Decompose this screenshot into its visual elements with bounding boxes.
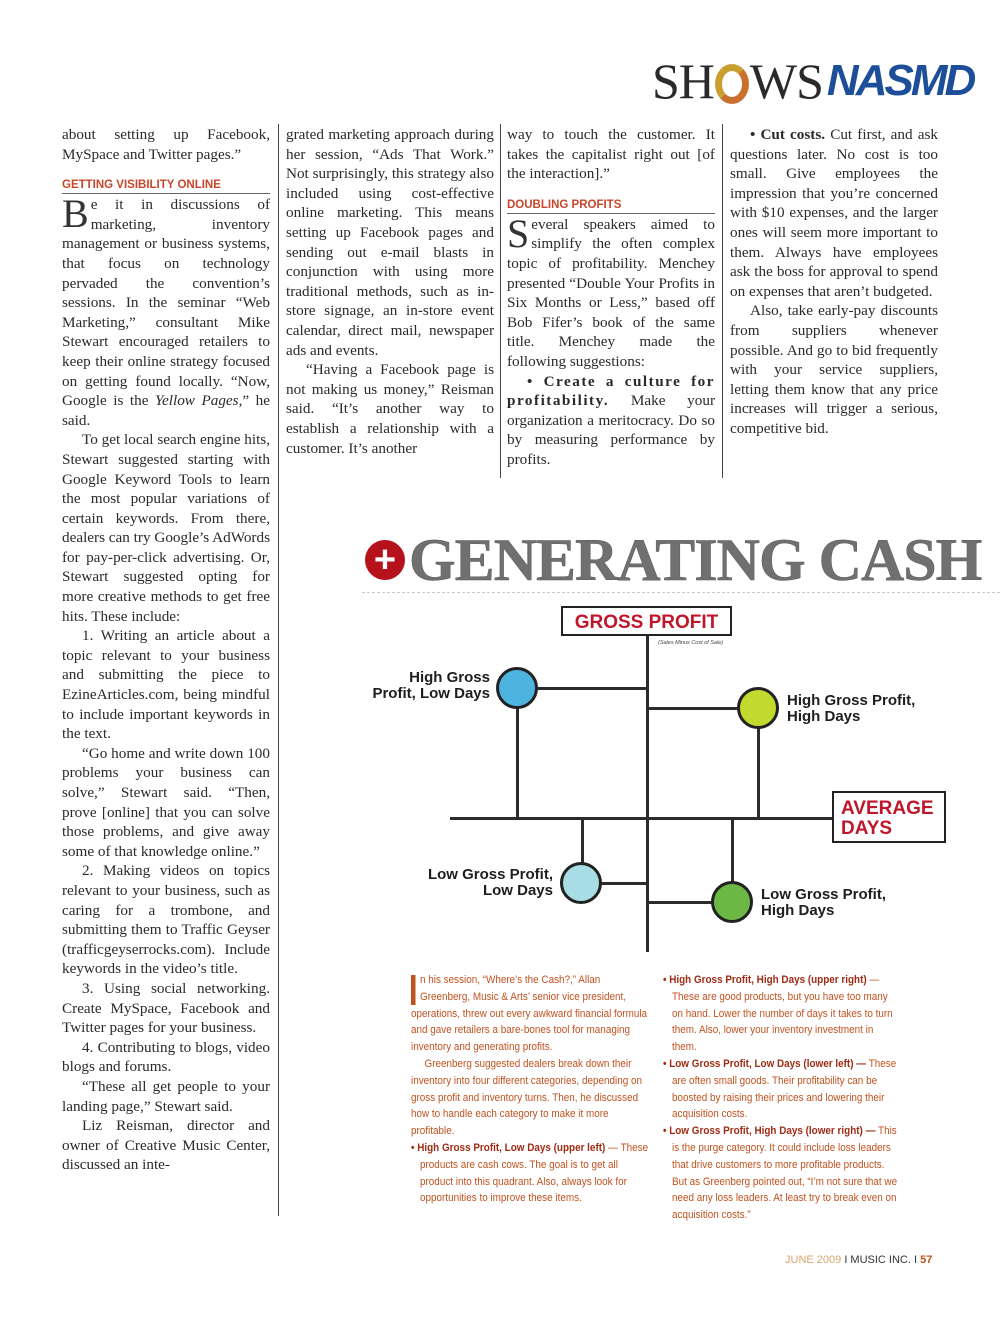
paragraph: 2. Making videos on topics relevant to your business, such as caring for a trombone, and submitting them to Traffic Geyser (trafficgeyserrocks.com). Include keywords in the video’s title. — [62, 862, 270, 978]
paragraph: 3. Using social networking. Create MySpace, Facebook and Twitter pages for your business. — [62, 979, 270, 1037]
column-divider — [500, 124, 501, 478]
paragraph: way to touch the customer. It takes the capitalist right out [of the interaction].” — [507, 126, 715, 183]
page-folio — [785, 1254, 932, 1266]
bullet-item: • High Gross Profit, Low Days (upper left) — These products are cash cows. The goal is to get all product into this quadrant. Also, always look for opportunities to improve these items. — [411, 1141, 649, 1205]
article-column-2 — [286, 125, 494, 458]
quadrant-label-upper-left: High Gross Profit, Low Days — [372, 669, 490, 702]
paragraph: “Go home and write down 100 problems your business can solve,” Stewart said. “Then, prove [online] that you can solve those problems, and give away some of that knowledge online.” — [62, 744, 270, 860]
drop-cap — [411, 975, 416, 1005]
logo-nasmd: NASMD — [826, 56, 974, 105]
paragraph: Greenberg suggested dealers break down their inventory into four different categories, depending on gross profit and inventory turns. Then, he discussed how to handle each category to make it more profitable. — [411, 1057, 642, 1138]
connector-line — [537, 687, 647, 690]
subhead-doubling-profits: DOUBLING PROFITS — [507, 198, 715, 214]
paragraph: “Having a Facebook page is not making us money,” Reisman said. “It’s another way to establish a relationship with a customer. It’s another — [286, 361, 494, 457]
sidebar-title — [365, 527, 982, 593]
shows-nasmd-logo — [652, 53, 974, 109]
quadrant-label-lower-left: Low Gross Profit, Low Days — [427, 866, 553, 899]
gross-profit-sublabel: (Sales Minus Cost of Sale) — [658, 640, 724, 646]
dashed-divider — [362, 592, 1000, 593]
subhead-getting-visibility: GETTING VISIBILITY ONLINE — [62, 178, 270, 194]
paragraph: Also, take early-pay discounts from suppliers whenever possible. And go to bid frequently with your service suppliers, letting them know that any price increases will trigger a serious, competitive bid. — [730, 302, 938, 437]
gross-profit-label: GROSS PROFIT — [561, 606, 732, 636]
quadrant-circle-lower-right — [711, 881, 753, 923]
connector-line — [648, 901, 712, 904]
paragraph: Several speakers aimed to simplify the often complex topic of profitability. Menchey presented “Double Your Profits in Six Months or Less,” based off Bob Fifer’s book of the same title. Menchey made the following suggestions: — [507, 210, 715, 370]
paragraph: To get local search engine hits, Stewart suggested starting with Google Keyword Tools to learn the most popular variations of certain keywords. From there, dealers can try Google’s AdWords for pay-per-click advertising. Or, Stewart suggested opting for more creative methods to get free hits. These include: — [62, 431, 270, 625]
connector-line — [600, 882, 648, 885]
bullet-paragraph: • Create a culture for profitability. Make your organization a meritocracy. Do so by measuring performance by profits. — [507, 372, 715, 468]
issue-date: JUNE 2009 — [785, 1254, 842, 1266]
logo-shows-right: WS — [749, 53, 823, 109]
average-days-label: AVERAGE DAYS — [832, 791, 946, 843]
quadrant-circle-upper-right — [737, 687, 779, 729]
quadrant-circle-lower-left — [560, 862, 602, 904]
page-number: 57 — [920, 1254, 933, 1266]
bullet-item: • High Gross Profit, High Days (upper right) — These are good products, but you have too many on hand. Lower the number of days it takes to turn them. Also, lower your inventory investment in them. — [663, 974, 893, 1054]
quadrant-circle-upper-left — [496, 667, 538, 709]
quadrant-label-lower-right: Low Gross Profit, High Days — [761, 886, 887, 919]
plus-icon: + — [365, 540, 405, 580]
connector-line — [648, 707, 738, 710]
paragraph: n his session, “Where’s the Cash?,” Allan Greenberg, Music & Arts’ senior vice president, operations, threw out every awkward financial formula and gave retailers a bare-bones tool for managing inventory and generating profits. — [411, 974, 648, 1054]
column-divider — [722, 124, 723, 478]
average-days-axis — [450, 817, 833, 820]
publication-name: I MUSIC INC. I — [841, 1254, 921, 1266]
quadrant-label-upper-right: High Gross Profit, High Days — [787, 692, 916, 725]
drop-cap: S — [507, 210, 530, 256]
paragraph: “These all get people to your landing page,” Stewart said. — [62, 1077, 270, 1115]
paragraph: about setting up Facebook, MySpace and Twitter pages.” — [62, 126, 270, 163]
gross-profit-axis — [646, 634, 649, 952]
column-divider — [278, 124, 279, 1216]
sidebar-text-column-1 — [411, 972, 650, 1207]
paragraph: 1. Writing an article about a topic relevant to your business and submitting the piece to EzineArticles.com, being mindful to include important keywords in the text. — [62, 627, 270, 743]
paragraph: Liz Reisman, director and owner of Creative Music Center, discussed an inte- — [62, 1117, 270, 1174]
bullet-item: • Low Gross Profit, High Days (lower right) — This is the purge category. It could include loss leaders that drive customers to more profitable products. But as Greenberg pointed out, “I’m not sure that we need any loss leaders. At least try to break even on acquisition costs.” — [663, 1125, 898, 1222]
connector-line — [731, 818, 734, 883]
bullet-paragraph: • Cut costs. Cut first, and ask questions later. No cost is too small. Give employees the impression that you’re concerned with $10 expenses, and the larger ones will seem more important to them. Always have employees ask the boss for approval to spend on expenses that aren’t budgeted. — [730, 126, 938, 300]
circular-arrow-icon — [715, 64, 749, 104]
connector-line — [516, 708, 519, 819]
sidebar-title-text: GENERATING CASH — [409, 527, 982, 593]
connector-line — [757, 728, 760, 819]
paragraph: Be it in discussions of marketing, inventory management or business systems, that focus on technology pervaded the convention’s sessions. In the seminar “Web Marketing,” consultant Mike Stewart encouraged retailers to keep their online strategy focused on getting found locally. “Now, Google is the Yellow Pages,” he said. — [62, 191, 270, 429]
drop-cap: B — [62, 191, 89, 237]
sidebar-text-column-2 — [663, 972, 899, 1224]
article-column-1 — [62, 125, 270, 1175]
bullet-item: • Low Gross Profit, Low Days (lower left) — These are often small goods. Their profitability can be boosted by raising their prices and lowering their acquisition costs. — [663, 1057, 897, 1121]
paragraph: 4. Contributing to blogs, video blogs and forums. — [62, 1038, 270, 1076]
article-column-3 — [507, 125, 715, 470]
paragraph: grated marketing approach during her session, “Ads That Work.” Not surprisingly, this strategy also included using cost-effective online marketing. This means setting up Facebook pages and sending out e-mail blasts in conjunction with using more traditional methods, such as in-store signage, an in-store event calendar, direct mail, newspaper ads and events. — [286, 126, 494, 359]
connector-line — [581, 818, 584, 864]
logo-shows-left: SH — [652, 53, 714, 109]
article-column-4 — [730, 125, 938, 439]
